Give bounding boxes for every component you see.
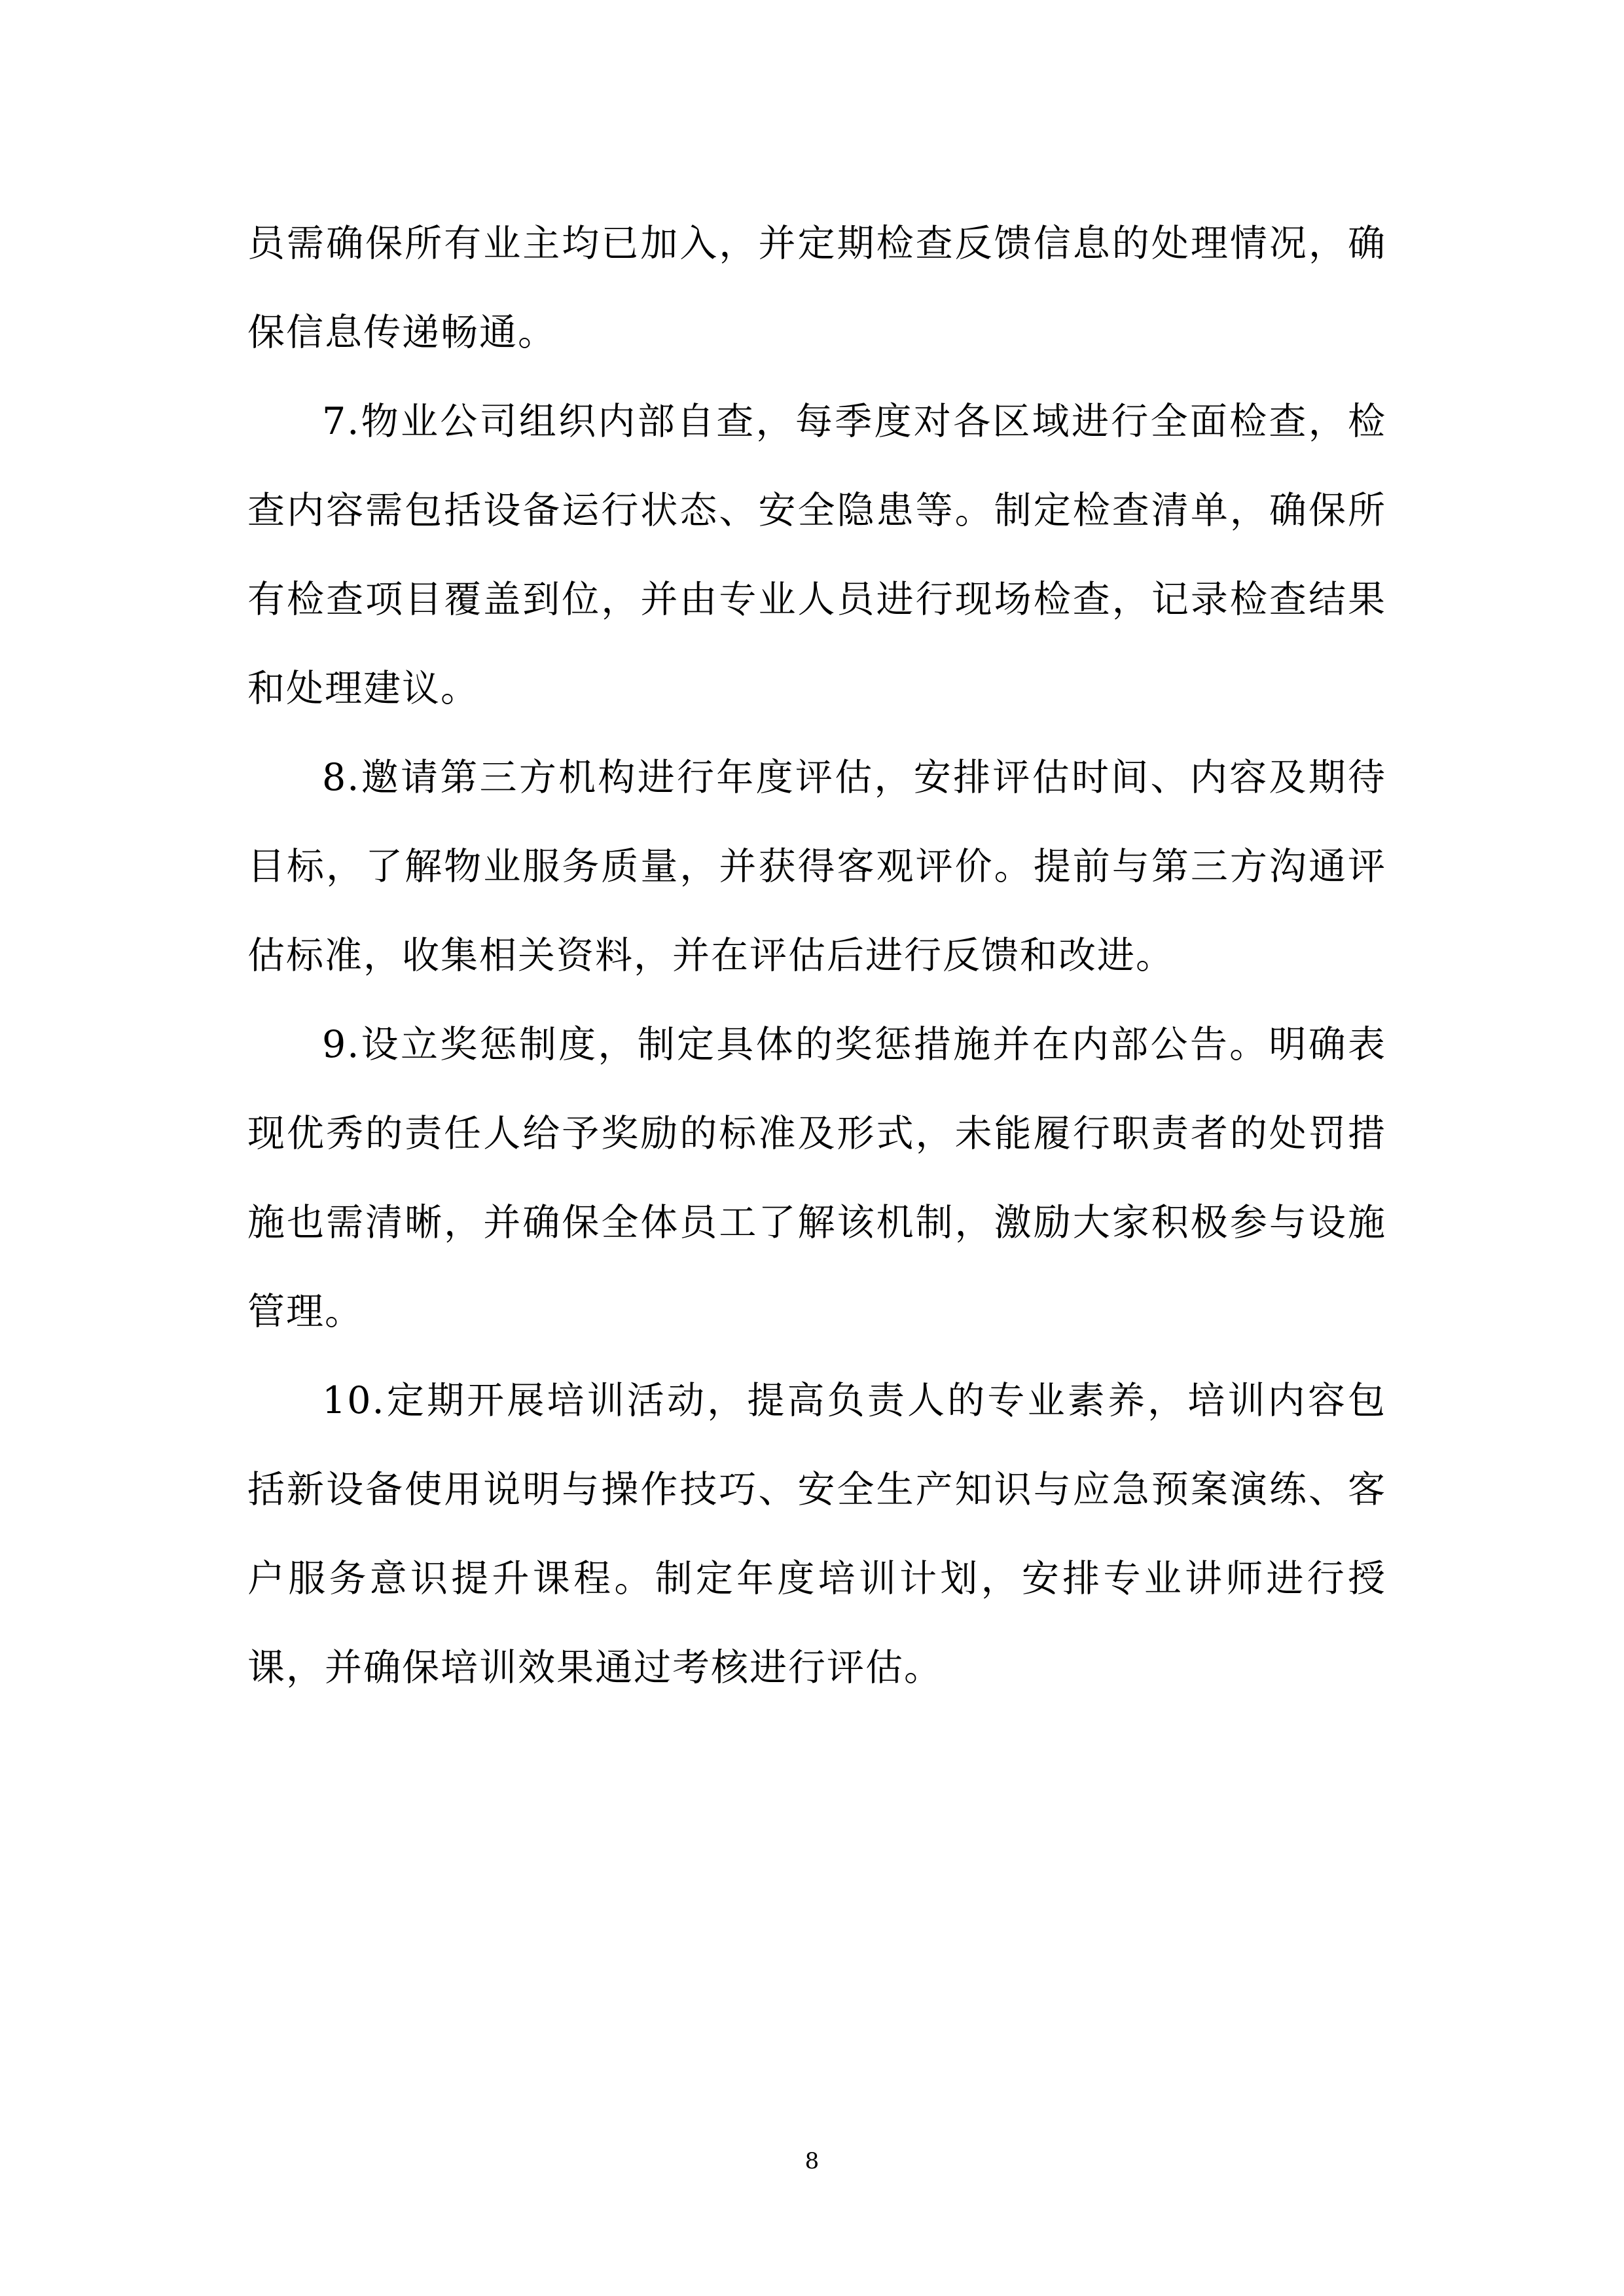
document-body [247, 199, 1386, 1712]
paragraph-item-10: 10.定期开展培训活动，提高负责人的专业素养，培训内容包括新设备使用说明与操作技巧、安全生产知识与应急预案演练、客户服务意识提升课程。制定年度培训计划，安排专业讲师进行授课，并确保培训效果通过考核进行评估。 [247, 1379, 1386, 1689]
paragraph-continuation: 员需确保所有业主均已加入，并定期检查反馈信息的处理情况，确保信息传递畅通。 [247, 222, 1386, 354]
paragraph-item-8: 8.邀请第三方机构进行年度评估，安排评估时间、内容及期待目标，了解物业服务质量，并获得客观评价。提前与第三方沟通评估标准，收集相关资料，并在评估后进行反馈和改进。 [247, 756, 1386, 977]
paragraph-item-9: 9.设立奖惩制度，制定具体的奖惩措施并在内部公告。明确表现优秀的责任人给予奖励的标准及形式，未能履行职责者的处罚措施也需清晰，并确保全体员工了解该机制，激励大家积极参与设施管理。 [247, 1023, 1386, 1333]
paragraph-item-7: 7.物业公司组织内部自查，每季度对各区域进行全面检查，检查内容需包括设备运行状态、安全隐患等。制定检查清单，确保所有检查项目覆盖到位，并由专业人员进行现场检查，记录检查结果和处理建议。 [247, 400, 1386, 710]
page-number: 8 [804, 2148, 820, 2174]
